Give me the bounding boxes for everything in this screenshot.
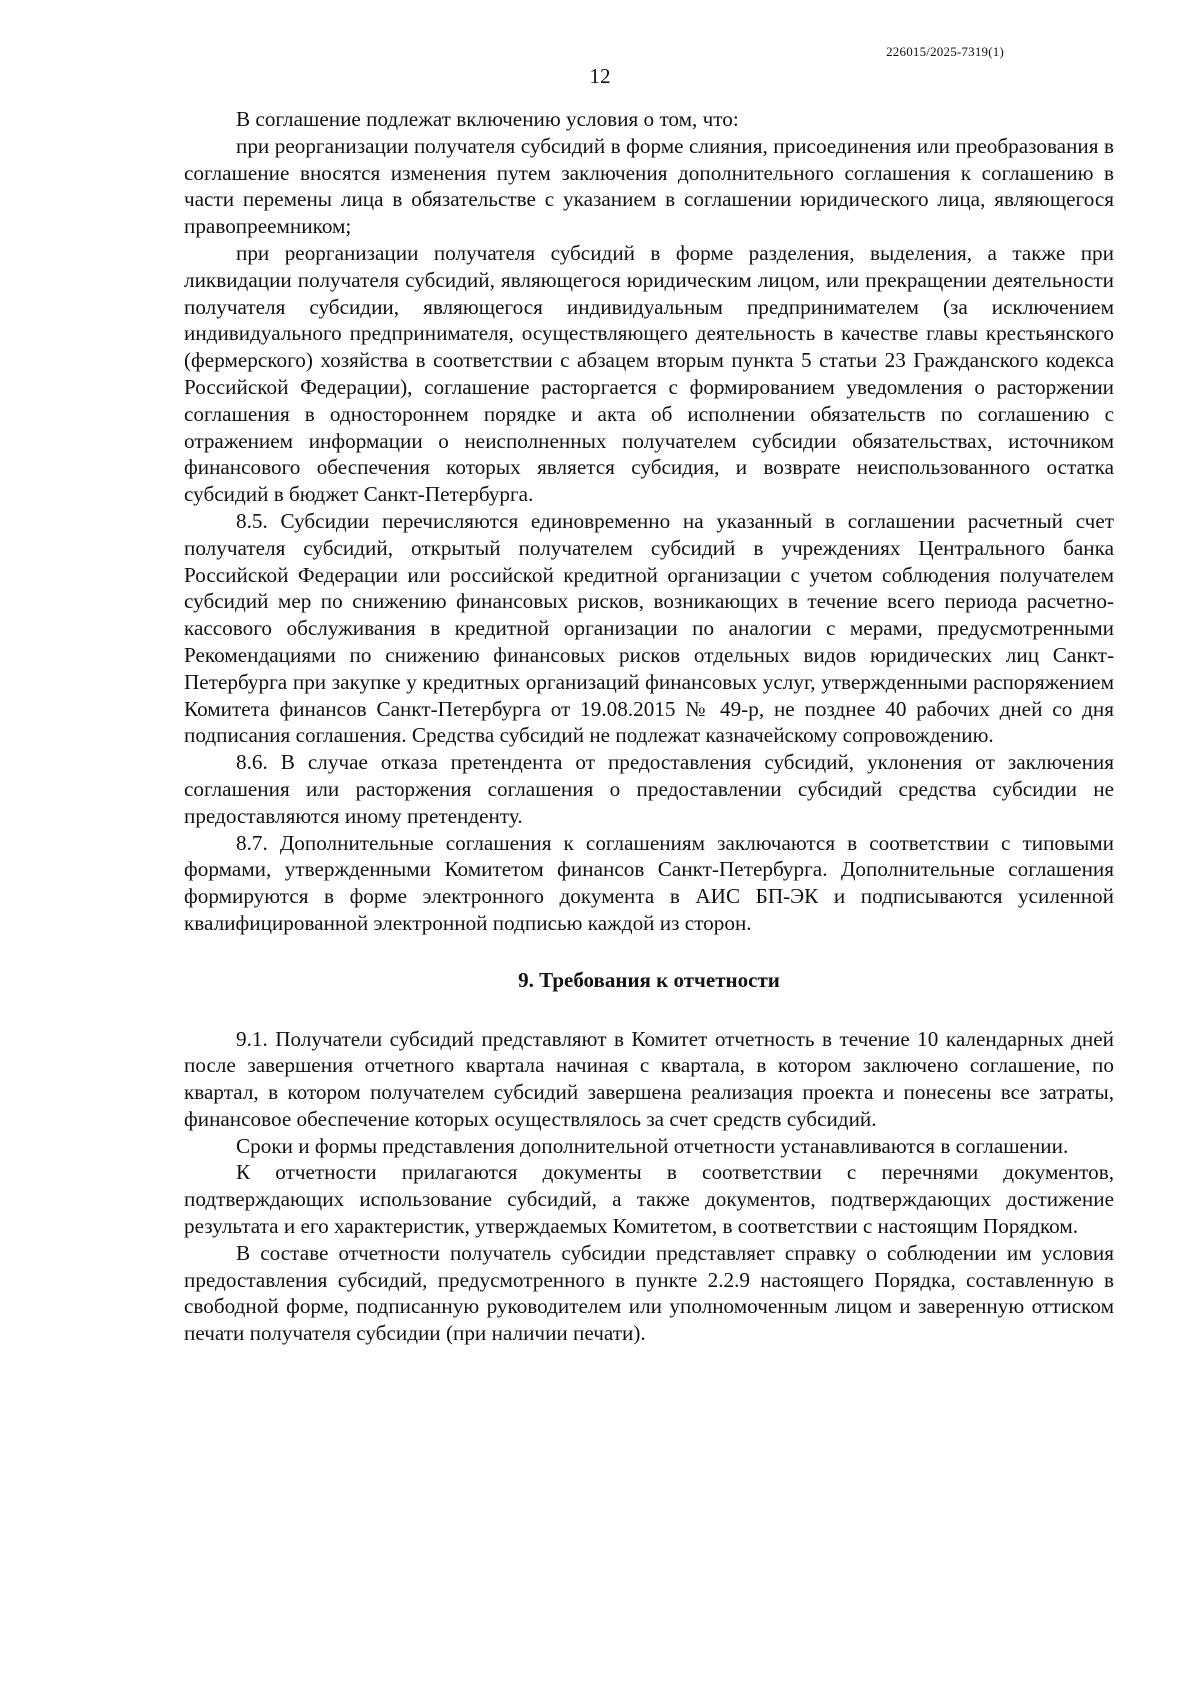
paragraph: В составе отчетности получатель субсидии представляет справку о соблюдении им условия предоставления субсидий, предусмотренного в пункте 2.2.9 настоящего Порядка, составленную в свободной форме, подписанную руководителем или уполномоченным лицом и заверенную оттиском печати получателя субсидии (при наличии печати). [184, 1240, 1114, 1346]
paragraph-8-5: 8.5. Субсидии перечисляются единовременно на указанный в соглашении расчетный счет получателя субсидий, открытый получателем субсидий в учреждениях Центрального банка Российской Федерации или российской кредитной организации с учетом соблюдения получателем субсидий мер по снижению финансовых рисков, возникающих в течение всего периода расчетно-кассового обслуживания в кредитной организации по аналогии с мерами, предусмотренными Рекомендациями по снижению финансовых рисков отдельных видов юридических лиц Санкт-Петербурга при закупке у кредитных организаций финансовых услуг, утвержденными распоряжением Комитета финансов Санкт-Петербурга от 19.08.2015 № 49-р, не позднее 40 рабочих дней со дня подписания соглашения. Средства субсидий не подлежат казначейскому сопровождению. [184, 508, 1114, 748]
paragraph: В соглашение подлежат включению условия о том, что: [236, 107, 739, 131]
paragraph-9-1: 9.1. Получатели субсидий представляют в Комитет отчетность в течение 10 календарных дней после завершения отчетного квартала начиная с квартала, в котором заключено соглашение, по квартал, в котором получателем субсидий завершена реализация проекта и понесены все затраты, финансовое обеспечение которых осуществлялось за счет средств субсидий. [184, 1026, 1114, 1131]
paragraph: при реорганизации получателя субсидий в форме разделения, выделения, а также при ликвидации получателя субсидий, являющегося юридическим лицом, или прекращении деятельности получателя субсидии, являющегося индивидуальным предпринимателем (за исключением индивидуального предпринимателя, осуществляющего деятельность в качестве главы крестьянского (фермерского) хозяйства в соответствии с абзацем вторым пункта 5 статьи 23 Гражданского кодекса Российской Федерации), соглашение расторгается с формированием уведомления о расторжении соглашения в одностороннем порядке и акта об исполнении обязательств по соглашению с отражением информации о неисполненных получателем субсидии обязательствах, источником финансового обеспечения которых является субсидия, и возврате неиспользованного остатка субсидий в бюджет Санкт-Петербурга. [184, 240, 1114, 507]
section-heading: 9. Требования к отчетности [518, 967, 780, 992]
document-body [184, 106, 1114, 1347]
paragraph: при реорганизации получателя субсидий в форме слияния, присоединения или преобразования в соглашение вносятся изменения путем заключения дополнительного соглашения к соглашению в части перемены лица в обязательстве с указанием в соглашении юридического лица, являющегося правопреемником; [184, 133, 1114, 239]
paragraph-8-7: 8.7. Дополнительные соглашения к соглашениям заключаются в соответствии с типовыми формами, утвержденными Комитетом финансов Санкт-Петербурга. Дополнительные соглашения формируются в форме электронного документа в АИС БП-ЭК и подписываются усиленной квалифицированной электронной подписью каждой из сторон. [184, 830, 1114, 935]
document-id: 226015/2025-7319(1) [886, 44, 1004, 59]
page-number: 12 [589, 64, 611, 88]
paragraph-8-6: 8.6. В случае отказа претендента от предоставления субсидий, уклонения от заключения соглашения или расторжения соглашения о предоставлении субсидий средства субсидии не предоставляются иному претенденту. [184, 750, 1114, 828]
paragraph: К отчетности прилагаются документы в соответствии с перечнями документов, подтверждающих использование субсидий, а также документов, подтверждающих достижение результата и его характеристик, утверждаемых Комитетом, в соответствии с настоящим Порядком. [184, 1160, 1114, 1239]
paragraph: Сроки и формы представления дополнительной отчетности устанавливаются в соглашении. [236, 1133, 1069, 1158]
